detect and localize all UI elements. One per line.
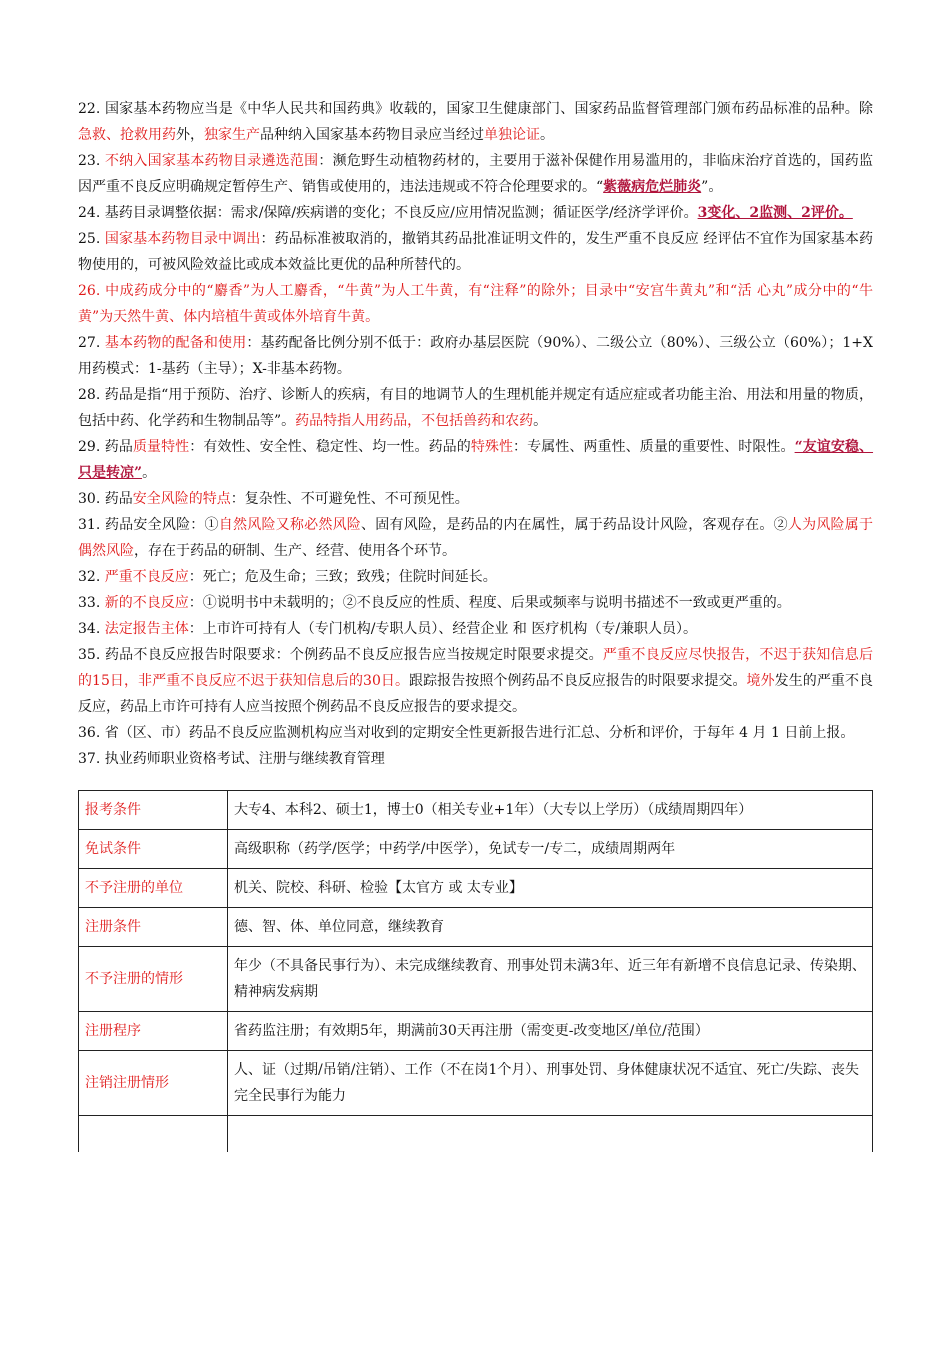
- item-text: ：专属性、两重性、质量的重要性、时限性。: [513, 439, 795, 455]
- item-text: 紫薇病危烂肺炎: [603, 179, 702, 195]
- item-text: ：有效性、安全性、稳定性、均一性。药品的: [189, 439, 471, 455]
- item-text: 独家生产: [204, 127, 260, 143]
- item-text: 安全风险的特点: [132, 491, 231, 507]
- item-30: [78, 486, 873, 512]
- item-text: 不纳入国家基本药物目录遴选范围: [104, 153, 319, 169]
- item-text: 新的不良反应: [104, 595, 189, 611]
- item-text: 。: [540, 127, 554, 143]
- table-row: [79, 830, 873, 869]
- table-row: [79, 869, 873, 908]
- item-35: [78, 642, 873, 720]
- item-text: 国家基本药物目录中调出: [104, 231, 261, 247]
- item-text: 。: [533, 413, 548, 429]
- item-text: 特殊性: [470, 439, 514, 455]
- item-text: 药品特指人用药品，不包括兽药和农药: [295, 413, 534, 429]
- row-value: 高级职称（药学/医学；中药学/中医学），免试专一/专二，成绩周期两年: [228, 830, 873, 869]
- row-label: 报考条件: [79, 791, 228, 830]
- item-text: 27.: [78, 335, 105, 351]
- item-text: 质量特性: [132, 439, 190, 455]
- item-text: 26. 中成药成分中的“麝香”为人工麝香，“牛黄”为人工牛黄，有“注释”的除外；目录中“安宫牛黄丸”和“活 心丸”成分中的“牛黄”为天然牛黄、体内培植牛黄或体外培育牛黄。: [78, 283, 873, 325]
- item-32: [78, 564, 873, 590]
- table-row: [79, 908, 873, 947]
- item-text: ：上市许可持有人（专门机构/专职人员）、经营企业 和 医疗机构（专/兼职人员）。: [188, 621, 698, 637]
- item-25: [78, 226, 873, 278]
- item-text: ，存在于药品的研制、生产、经营、使用各个环节。: [134, 543, 456, 559]
- row-value: 省药监注册；有效期5年，期满前30天再注册（需变更-改变地区/单位/范围）: [228, 1012, 873, 1051]
- item-text: 32.: [78, 569, 105, 585]
- item-text: 严重不良反应: [104, 569, 189, 585]
- item-text: ：濒危野生动植物药材的，主要用于滋补保健作用易滥用的，非临床治疗首选的，国药监因严重不良反应明确规定暂停生产、销售或使用的，违法违规或不符合伦理要求的。“: [78, 153, 874, 195]
- item-text: 22. 国家基本药物应当是《中华人民共和国药典》收载的，国家卫生健康部门、国家药品监督管理部门颁布药品标准的品种。除: [78, 101, 873, 117]
- item-text: 24. 基药目录调整依据：需求/保障/疾病谱的变化；不良反应/应用情况监测；循证医学/经济学评价。: [78, 205, 698, 221]
- item-text: 29. 药品: [78, 439, 133, 455]
- item-text: ：药品标准被取消的，撤销其药品批准证明文件的，发生严重不良反应 经评估不宜作为国家基本药物使用的，可被风险效益比或成本效益比更优的品种所替代的。: [78, 231, 874, 273]
- item-text: 基本药物的配备和使用: [104, 335, 247, 351]
- item-text: 单独论证: [484, 127, 540, 143]
- table-row: [79, 1051, 873, 1116]
- row-value: [228, 1116, 873, 1153]
- item-28: [78, 382, 873, 434]
- row-label: 注销注册情形: [79, 1051, 228, 1116]
- numbered-items: [78, 96, 873, 772]
- pharmacist-table: [78, 790, 873, 1152]
- row-value: 年少（不具备民事行为）、未完成继续教育、刑事处罚未满3年、近三年有新增不良信息记录、传染期、精神病发病期: [228, 947, 873, 1012]
- row-label: 注册程序: [79, 1012, 228, 1051]
- document-page: [78, 96, 873, 1152]
- table-row: [79, 1012, 873, 1051]
- item-text: 23.: [78, 153, 105, 169]
- item-text: ：死亡；危及生命；三致；致残；住院时间延长。: [188, 569, 497, 585]
- row-label: 不予注册的单位: [79, 869, 228, 908]
- item-text: “友谊安稳、只是转凉”: [78, 439, 874, 481]
- item-29: [78, 434, 873, 486]
- item-text: 3变化、2监测、2评价。: [697, 205, 853, 221]
- table-row: [79, 947, 873, 1012]
- item-text: ：①说明书中未载明的；②不良反应的性质、程度、后果或频率与说明书描述不一致或更严重的。: [188, 595, 791, 611]
- item-34: [78, 616, 873, 642]
- item-text: 25.: [78, 231, 105, 247]
- item-text: 30. 药品: [78, 491, 133, 507]
- item-text: ：基药配备比例分别不低于：政府办基层医院（90%）、二级公立（80%）、三级公立（60%）；1+X用药模式：1-基药（主导）；X-非基本药物。: [78, 335, 874, 377]
- row-value: 德、智、体、单位同意，继续教育: [228, 908, 873, 947]
- item-23: [78, 148, 873, 200]
- item-text: 37. 执业药师职业资格考试、注册与继续教育管理: [78, 751, 385, 767]
- row-label: [79, 1116, 228, 1153]
- item-26: [78, 278, 873, 330]
- row-value: 人、证（过期/吊销/注销）、工作（不在岗1个月）、刑事处罚、身体健康状况不适宜、死亡/失踪、丧失完全民事行为能力: [228, 1051, 873, 1116]
- item-22: [78, 96, 873, 148]
- row-value: 大专4、本科2、硕士1，博士0（相关专业+1年）（大专以上学历）（成绩周期四年）: [228, 791, 873, 830]
- row-label: 免试条件: [79, 830, 228, 869]
- table-row: [79, 1116, 873, 1153]
- row-label: 不予注册的情形: [79, 947, 228, 1012]
- item-text: 34.: [78, 621, 105, 637]
- item-text: 人为风险属于偶然风险: [78, 517, 874, 559]
- item-text: 35. 药品不良反应报告时限要求：个例药品不良反应报告应当按规定时限要求提交。: [78, 647, 603, 663]
- item-text: 28. 药品是指“用于预防、治疗、诊断人的疾病，有目的地调节人的生理机能并规定有适应症或者功能主治、用法和用量的物质，包括中药、化学药和生物制品等”。: [78, 387, 873, 429]
- item-text: 发生的严重不良反应，药品上市许可持有人应当按照个例药品不良反应报告的要求提交。: [78, 673, 874, 715]
- item-text: 境外: [746, 673, 775, 689]
- item-text: 自然风险又称必然风险: [218, 517, 362, 533]
- item-text: 外，: [176, 127, 204, 143]
- item-37: [78, 746, 873, 772]
- item-text: 跟踪报告按照个例药品不良反应报告的时限要求提交。: [409, 673, 747, 689]
- row-value: 机关、院校、科研、检验【太官方 或 太专业】: [228, 869, 873, 908]
- item-text: 31. 药品安全风险：①: [78, 517, 219, 533]
- item-text: 。: [142, 465, 157, 481]
- item-text: 品种纳入国家基本药物目录应当经过: [260, 127, 484, 143]
- item-text: ：复杂性、不可避免性、不可预见性。: [230, 491, 469, 507]
- item-text: 法定报告主体: [104, 621, 189, 637]
- row-label: 注册条件: [79, 908, 228, 947]
- item-text: 33.: [78, 595, 105, 611]
- item-33: [78, 590, 873, 616]
- item-text: 急救、抢救用药: [78, 127, 176, 143]
- item-text: ”。: [701, 179, 723, 195]
- item-24: [78, 200, 873, 226]
- item-text: 、固有风险，是药品的内在属性，属于药品设计风险，客观存在。②: [361, 517, 788, 533]
- table-row: [79, 791, 873, 830]
- item-text: 严重不良反应尽快报告，不迟于获知信息后的15日，非严重不良反应不迟于获知信息后的30日。: [78, 647, 873, 689]
- item-36: [78, 720, 873, 746]
- item-text: 36. 省（区、市）药品不良反应监测机构应当对收到的定期安全性更新报告进行汇总、分析和评价，于每年 4 月 1 日前上报。: [78, 725, 855, 741]
- item-27: [78, 330, 873, 382]
- item-31: [78, 512, 873, 564]
